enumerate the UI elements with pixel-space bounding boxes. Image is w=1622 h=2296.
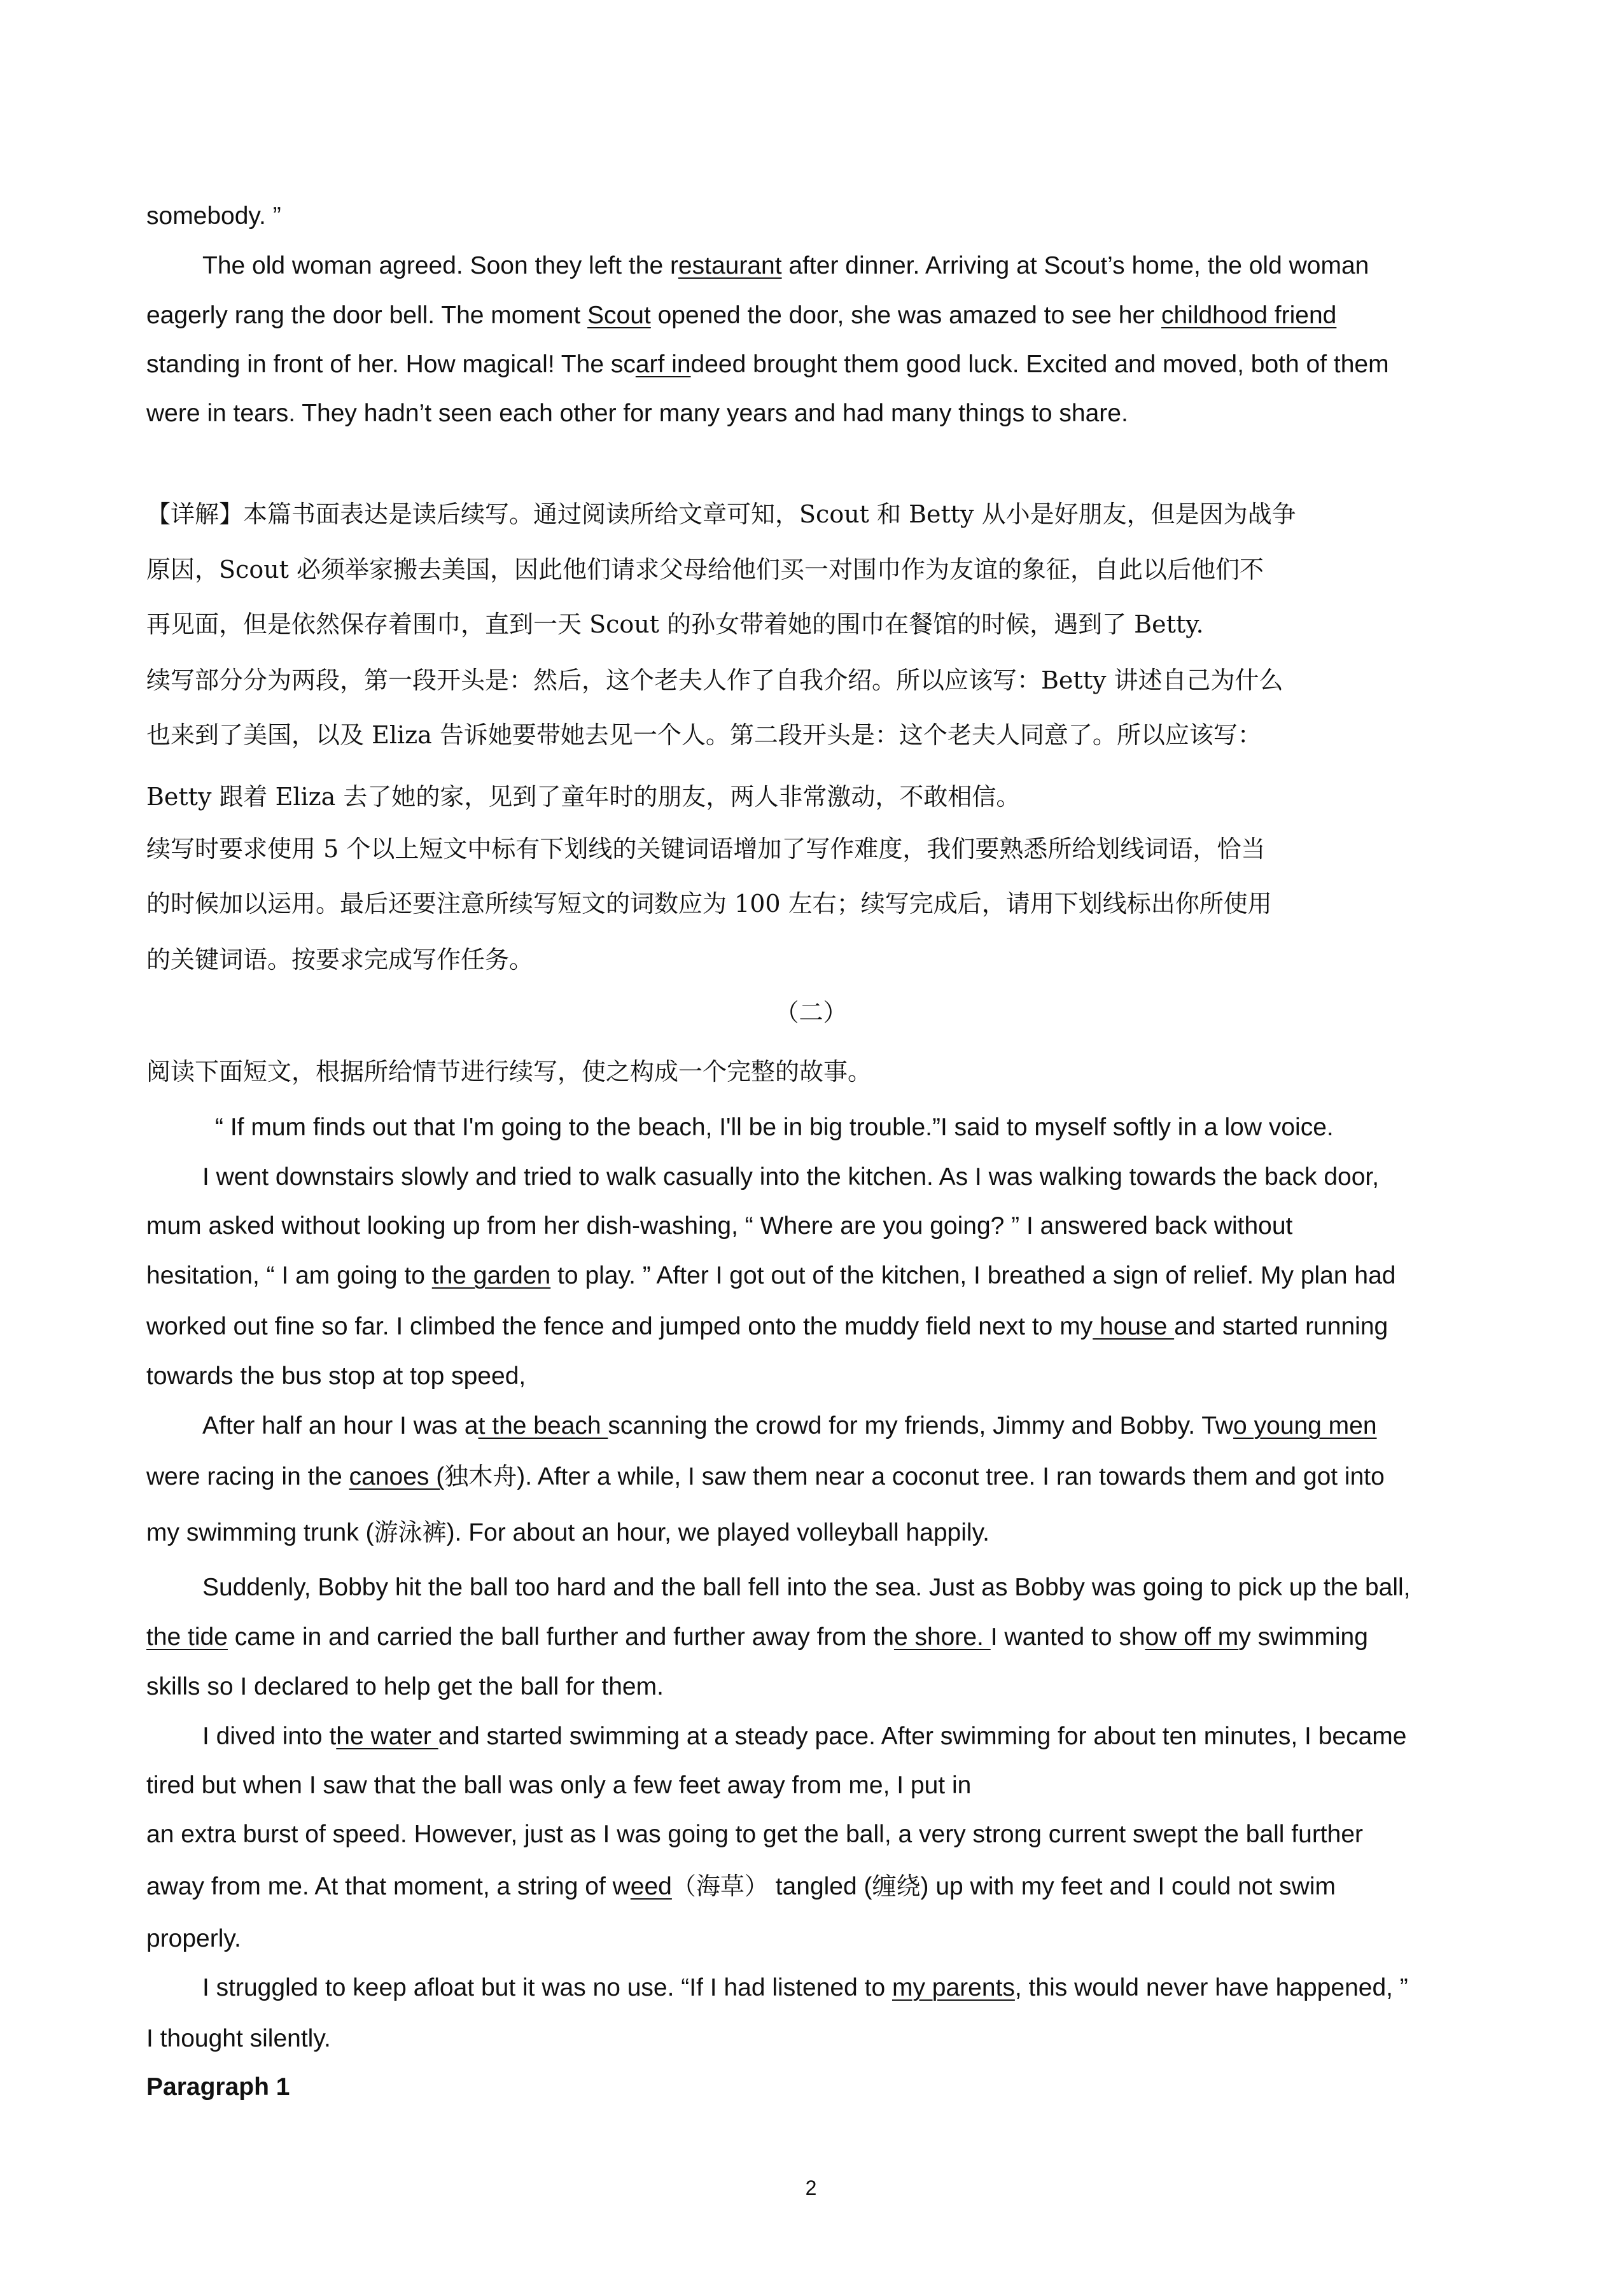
story-line: worked out fine so far. I climbed the fence and jumped onto the muddy field next to my house and started running xyxy=(146,1313,1388,1340)
text-line: were in tears. They hadn’t seen each other for many years and had many things to share. xyxy=(146,400,1128,427)
underlined-keyword: Scout xyxy=(587,302,651,329)
section-heading: （二） xyxy=(774,998,848,1026)
story-line: I dived into the water and started swimming at a steady pace. After swimming for about ten minutes, I became xyxy=(202,1723,1407,1750)
explanation-line: 【详解】本篇书面表达是读后续写。通过阅读所给文章可知，Scout 和 Betty 从小是好朋友，但是因为战争 xyxy=(146,500,1296,528)
story-line: towards the bus stop at top speed, xyxy=(146,1362,526,1390)
story-line: I struggled to keep afloat but it was no use. “If I had listened to my parents, this would never have happened, ” xyxy=(202,1974,1408,2001)
story-line: properly. xyxy=(146,1925,241,1952)
underlined-keyword: t the beach xyxy=(478,1412,608,1439)
story-line: skills so I declared to help get the ball for them. xyxy=(146,1673,664,1700)
underlined-keyword: arf in xyxy=(635,351,691,378)
underlined-keyword: canoes ( xyxy=(349,1463,445,1490)
underlined-keyword: he water xyxy=(336,1723,438,1750)
explanation-line: 续写时要求使用 5 个以上短文中标有下划线的关键词语增加了写作难度，我们要熟悉所给划线词语，恰当 xyxy=(146,835,1266,863)
story-line: hesitation, “ I am going to the garden to play. ” After I got out of the kitchen, I breathed a sign of relief. My plan had xyxy=(146,1262,1396,1289)
underlined-keyword: estaurant xyxy=(678,252,782,279)
explanation-line: 也来到了美国，以及 Eliza 告诉她要带她去见一个人。第二段开头是：这个老夫人同意了。所以应该写： xyxy=(146,721,1262,749)
story-line: away from me. At that moment, a string of weed（海草） tangled (缠绕) up with my feet and I could not swim xyxy=(146,1872,1336,1900)
underlined-keyword: my parents xyxy=(891,1974,1015,2001)
story-line: were racing in the canoes (独木舟). After a while, I saw them near a coconut tree. I ran towards them and got into xyxy=(146,1462,1385,1490)
story-line: my swimming trunk (游泳裤). For about an hour, we played volleyball happily. xyxy=(146,1518,990,1546)
instruction-line: 阅读下面短文，根据所给情节进行续写，使之构成一个完整的故事。 xyxy=(146,1058,872,1086)
underlined-keyword: house xyxy=(1093,1313,1175,1340)
underlined-keyword: the tide xyxy=(146,1623,228,1651)
story-line: After half an hour I was at the beach scanning the crowd for my friends, Jimmy and Bobby. Two young men xyxy=(202,1412,1377,1439)
underlined-keyword: o young men xyxy=(1233,1412,1377,1439)
story-line: an extra burst of speed. However, just as I was going to get the ball, a very strong current swept the ball further xyxy=(146,1821,1364,1848)
story-line: Suddenly, Bobby hit the ball too hard and the ball fell into the sea. Just as Bobby was going to pick up the ball, xyxy=(202,1574,1411,1601)
underlined-keyword: childhood friend xyxy=(1161,302,1337,329)
text-line: somebody. ” xyxy=(146,202,281,230)
explanation-line: 再见面，但是依然保存着围巾，直到一天 Scout 的孙女带着她的围巾在餐馆的时候，遇到了 Betty. xyxy=(146,610,1204,638)
underlined-keyword: ow off m xyxy=(1145,1623,1239,1651)
story-line: I thought silently. xyxy=(146,2025,331,2052)
explanation-line: 的时候加以运用。最后还要注意所续写短文的词数应为 100 左右；续写完成后，请用下划线标出你所使用 xyxy=(146,890,1272,918)
story-line: mum asked without looking up from her dish-washing, “ Where are you going? ” I answered back without xyxy=(146,1212,1293,1240)
page-number: 2 xyxy=(805,2176,817,2199)
story-line: I went downstairs slowly and tried to walk casually into the kitchen. As I was walking towards the back door, xyxy=(202,1163,1380,1191)
text-line: eagerly rang the door bell. The moment Scout opened the door, she was amazed to see her childhood friend xyxy=(146,302,1337,329)
story-line: tired but when I saw that the ball was only a few feet away from me, I put in xyxy=(146,1772,972,1799)
explanation-line: 的关键词语。按要求完成写作任务。 xyxy=(146,946,534,974)
story-line: “ If mum finds out that I'm going to the beach, I'll be in big trouble.”I said to myself softly in a low voice. xyxy=(215,1114,1334,1141)
text-line: The old woman agreed. Soon they left the restaurant after dinner. Arriving at Scout’s home, the old woman xyxy=(202,252,1369,279)
explanation-line: 原因，Scout 必须举家搬去美国，因此他们请求父母给他们买一对围巾作为友谊的象征，自此以后他们不 xyxy=(146,556,1264,584)
paragraph-heading: Paragraph 1 xyxy=(146,2073,290,2101)
explanation-line: Betty 跟着 Eliza 去了她的家，见到了童年时的朋友，两人非常激动，不敢相信。 xyxy=(146,783,1021,811)
story-line: the tide came in and carried the ball further and further away from the shore. I wanted to show off my swimming xyxy=(146,1623,1368,1651)
underlined-keyword: e shore. xyxy=(893,1623,991,1651)
underlined-keyword: eed xyxy=(630,1873,672,1900)
explanation-line: 续写部分分为两段，第一段开头是：然后，这个老夫人作了自我介绍。所以应该写：Betty 讲述自己为什么 xyxy=(146,666,1283,694)
text-line: standing in front of her. How magical! The scarf indeed brought them good luck. Excited and moved, both of them xyxy=(146,351,1389,378)
underlined-keyword: the garden xyxy=(431,1262,551,1289)
